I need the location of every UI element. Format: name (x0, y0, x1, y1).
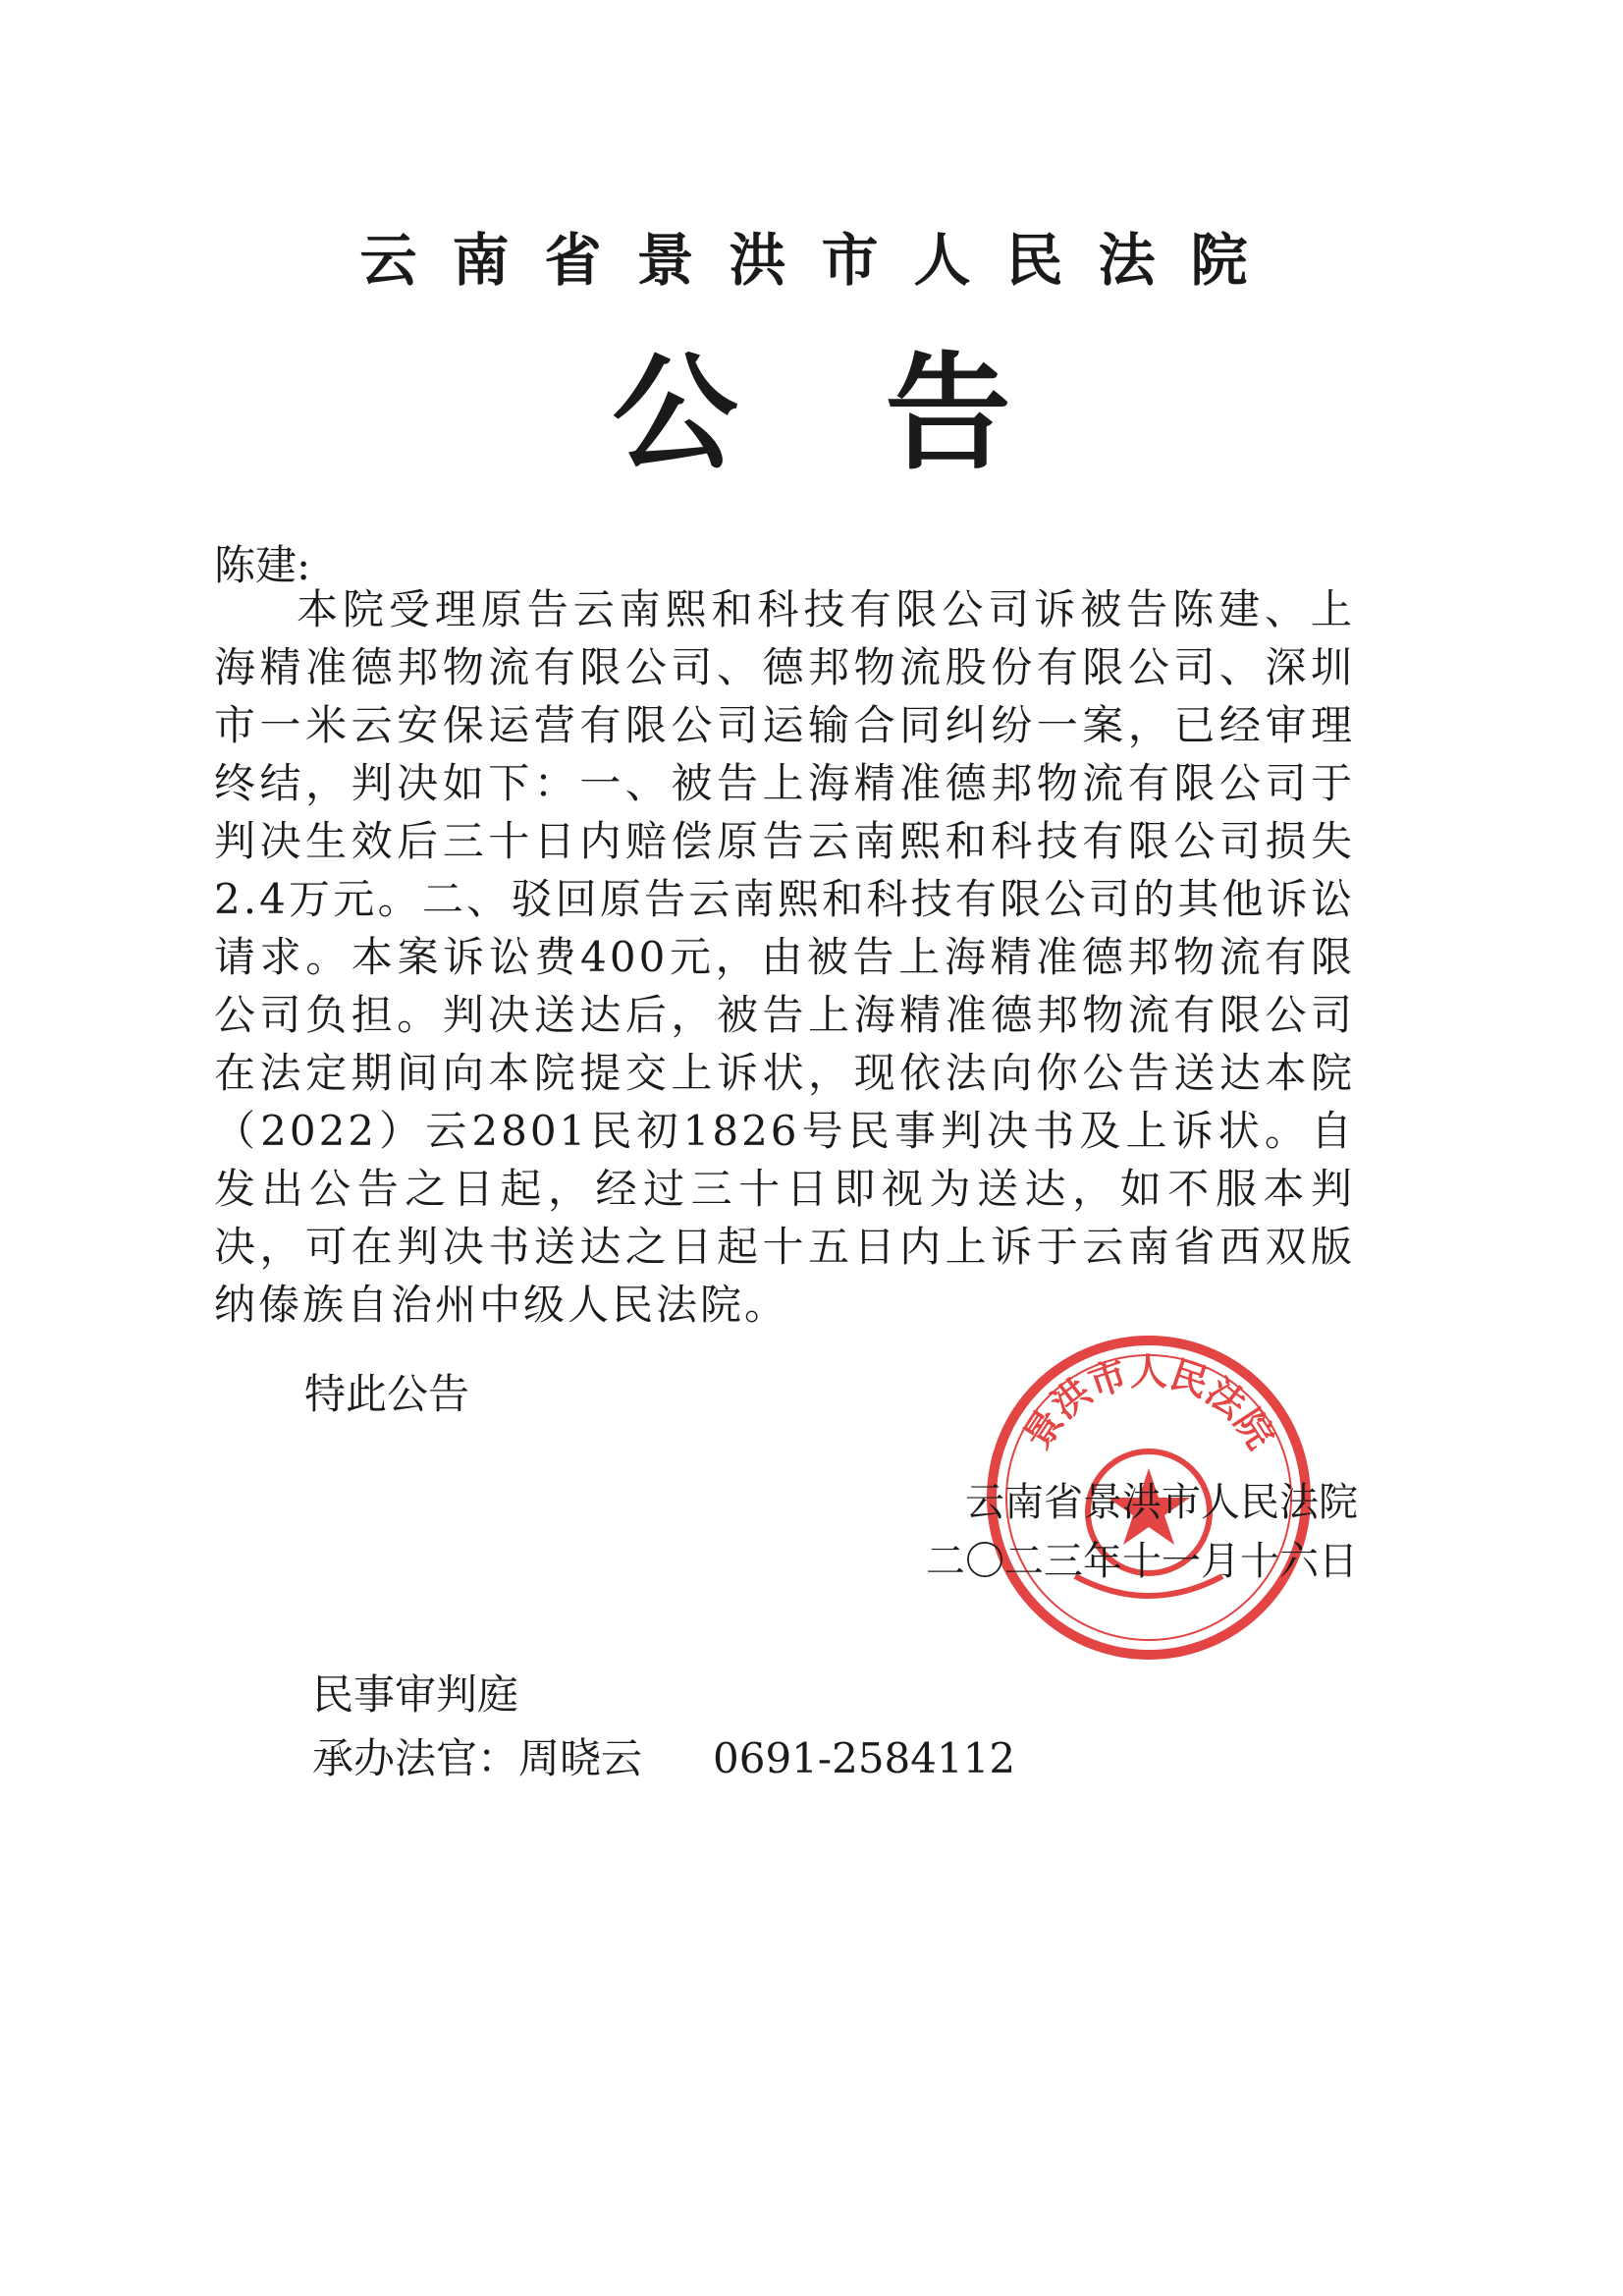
addressee: 陈建: (214, 541, 311, 589)
notice-body: 本院受理原告云南熙和科技有限公司诉被告陈建、上海精准德邦物流有限公司、德邦物流股份有限公司、深圳市一米云安保运营有限公司运输合同纠纷一案，已经审理终结，判决如下：一、被告上海精准德邦物流有限公司于判决生效后三十日内赔偿原告云南熙和科技有限公司损失2.4万元。二、驳回原告云南熙和科技有限公司的其他诉讼请求。本案诉讼费400元，由被告上海精准德邦物流有限公司负担。判决送达后，被告上海精准德邦物流有限公司在法定期间向本院提交上诉状，现依法向你公告送达本院（2022）云2801民初1826号民事判决书及上诉状。自发出公告之日起，经过三十日即视为送达，如不服本判决，可在判决书送达之日起十五日内上诉于云南省西双版纳傣族自治州中级人民法院。 (214, 585, 1355, 1329)
judge-name: 承办法官：周晓云 (312, 1734, 643, 1782)
notice-title: 公告 (612, 341, 1159, 487)
department-name: 民事审判庭 (312, 1670, 519, 1719)
signature-court: 云南省景洪市人民法院 (965, 1480, 1358, 1525)
closing-phrase: 特此公告 (304, 1370, 470, 1418)
judge-phone: 0691-2584112 (713, 1734, 1016, 1782)
judge-contact (312, 1726, 1015, 1785)
signature-block (926, 1473, 1358, 1591)
signature-date: 二〇二三年十一月十六日 (926, 1539, 1358, 1584)
court-name-heading: 云南省景洪市人民法院 (359, 227, 1283, 294)
seal-text: 景洪市人民法院 (1014, 1350, 1283, 1457)
